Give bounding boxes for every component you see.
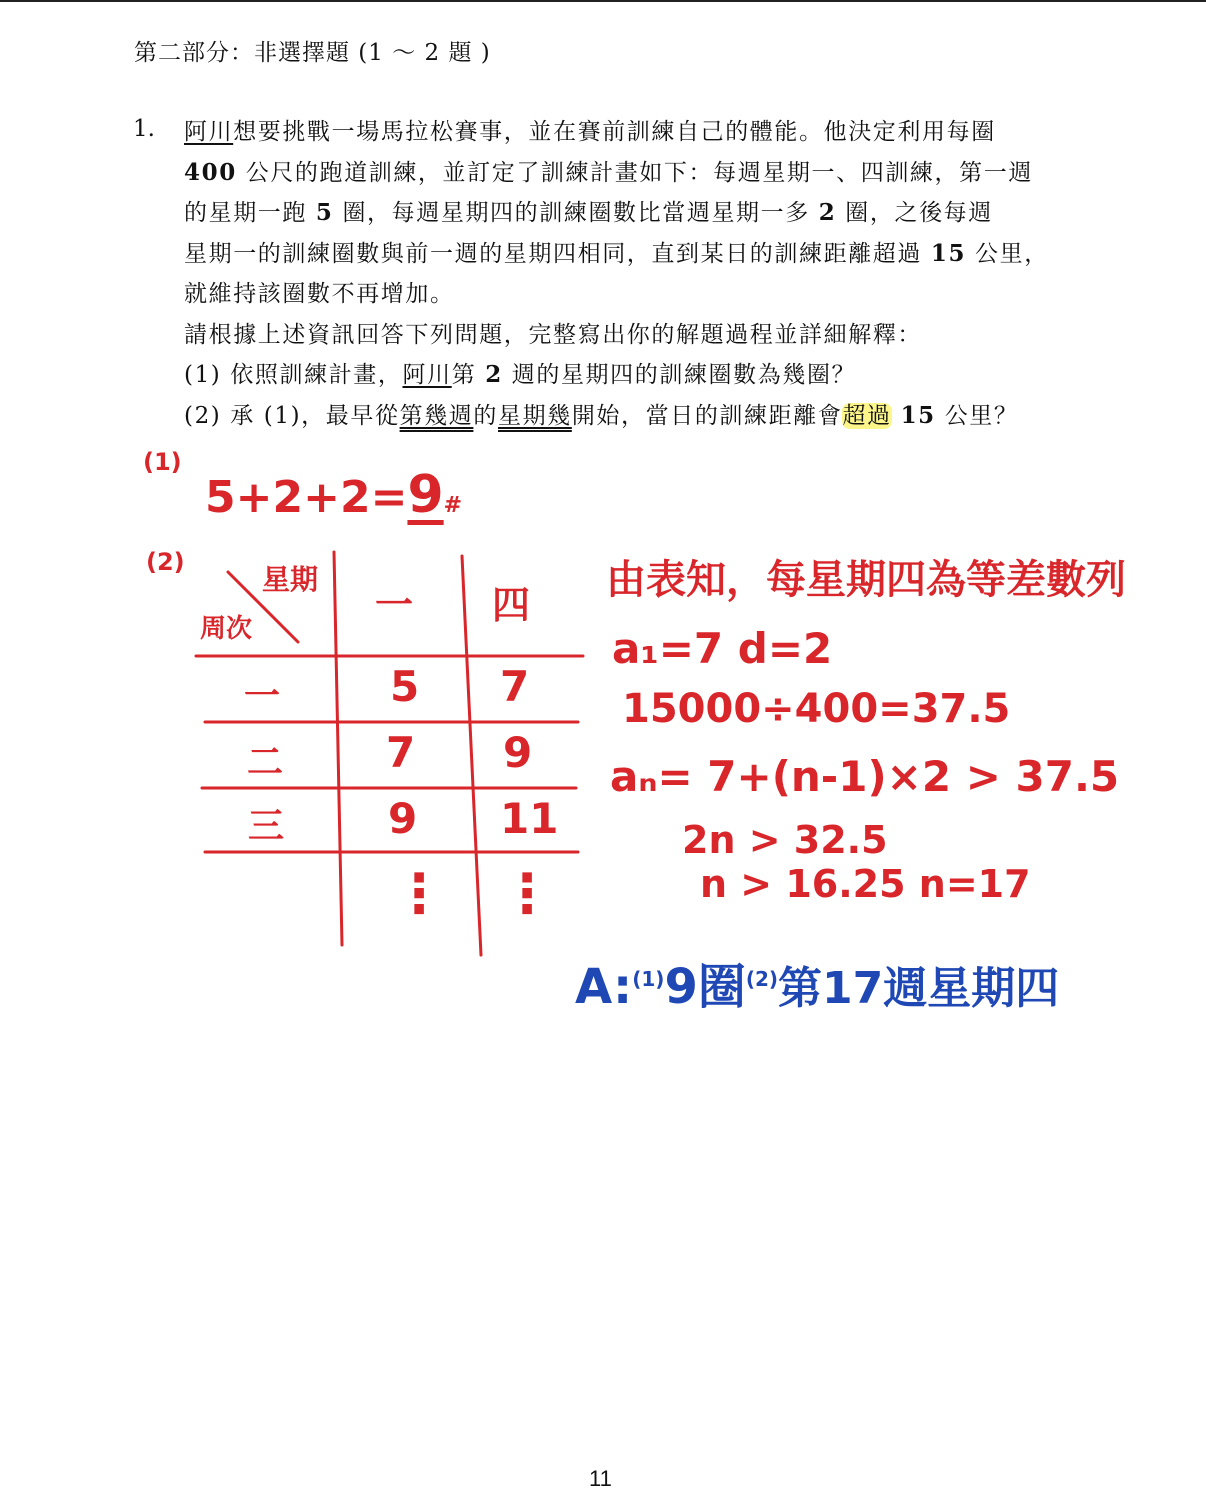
- hand-line-2n: 2n > 32.5: [682, 818, 888, 862]
- hand-label-2: (2): [146, 548, 185, 576]
- name-underlined: 阿川: [184, 119, 234, 145]
- hand-line-an: aₙ= 7+(n-1)×2 > 37.5: [610, 752, 1120, 801]
- answer-2: 第17週星期四: [778, 963, 1060, 1014]
- answer-9: 9: [407, 465, 444, 525]
- table-row-week: 三: [248, 806, 285, 847]
- double-underlined-week: 第幾週: [399, 402, 474, 429]
- text: 第: [451, 362, 486, 388]
- text: 圈，之後每週: [836, 200, 993, 226]
- column-line-2: [462, 556, 481, 955]
- track-length: 400: [184, 158, 237, 186]
- column-line-1: [334, 552, 342, 945]
- hand-label-1: (1): [143, 448, 182, 476]
- table-cell-mon: 5: [390, 662, 420, 711]
- text: 週的星期四的訓練圈數為幾圈？: [502, 362, 857, 388]
- answer-prefix: A:: [575, 959, 633, 1015]
- table-cell-thu: 7: [500, 662, 530, 711]
- table-col-mon: 一: [375, 583, 414, 627]
- table-corner-top: 星期: [262, 563, 319, 596]
- text: 的星期一跑: [184, 200, 316, 226]
- highlighted-exceed: 超過: [842, 402, 892, 429]
- page-number: 11: [589, 1466, 612, 1491]
- table-cell-mon: 9: [388, 794, 418, 843]
- table-cell-thu: 9: [503, 728, 533, 777]
- hand-note: 由表知，每星期四為等差數列: [606, 557, 1126, 603]
- week-number: 2: [485, 361, 503, 388]
- question-line-5: 就維持該圈數不再增加。: [184, 281, 455, 307]
- hand-line-n: n > 16.25 n=17: [700, 862, 1031, 906]
- table-row-week: 二: [247, 742, 284, 783]
- hash-mark: #: [443, 493, 463, 518]
- hand-line-a1: a₁=7 d=2: [612, 624, 833, 673]
- text: 開始，當日的訓練距離會: [571, 402, 843, 429]
- answer-label-1: (1): [632, 967, 665, 991]
- text: 星期一的訓練圈數與前一週的星期四相同，直到某日的訓練距離超過: [184, 240, 931, 267]
- distance-km: 15: [900, 401, 936, 429]
- double-underlined-day: 星期幾: [498, 402, 572, 429]
- answer-label-2: (2): [745, 967, 779, 991]
- text: (2) 承 (1)，最早從: [184, 402, 400, 429]
- text: 想要挑戰一場馬拉松賽事，並在賽前訓練自己的體能。他決定利用每圈: [233, 119, 996, 145]
- table-dots-thu: ⋮: [500, 862, 554, 925]
- text: (1) 依照訓練計畫，: [184, 362, 403, 388]
- text: 公尺的跑道訓練，並訂定了訓練計畫如下：每週星期一、四訓練，第一週: [236, 159, 1033, 186]
- laps-first: 5: [315, 199, 334, 226]
- hand-answer: [575, 948, 1059, 1017]
- table-row-week: 一: [244, 676, 281, 717]
- instruction: 請根據上述資訊回答下列問題，完整寫出你的解題過程並詳細解釋：: [184, 321, 922, 348]
- text: 的: [473, 402, 499, 429]
- text: 公里，: [966, 240, 1049, 267]
- section-title: 第二部分：非選擇題 (1 ～ 2 題 ): [134, 40, 491, 66]
- table-corner-bottom: 周次: [200, 614, 253, 644]
- laps-more: 2: [818, 199, 837, 226]
- text: 公里？: [935, 402, 1019, 429]
- table-dots-mon: ⋮: [392, 862, 446, 925]
- calc-text: 5+2+2=: [205, 472, 408, 523]
- text: 圈，每週星期四的訓練圈數比當週星期一多: [333, 200, 819, 226]
- name-underlined: 阿川: [402, 362, 452, 388]
- hand-line-division: 15000÷400=37.5: [622, 686, 1011, 732]
- answer-1: 9圈: [664, 959, 746, 1015]
- table-cell-mon: 7: [386, 728, 416, 777]
- table-cell-thu: 11: [500, 794, 559, 843]
- table-col-thu: 四: [492, 583, 531, 627]
- distance-km: 15: [930, 239, 967, 267]
- question-number: 1.: [133, 116, 155, 142]
